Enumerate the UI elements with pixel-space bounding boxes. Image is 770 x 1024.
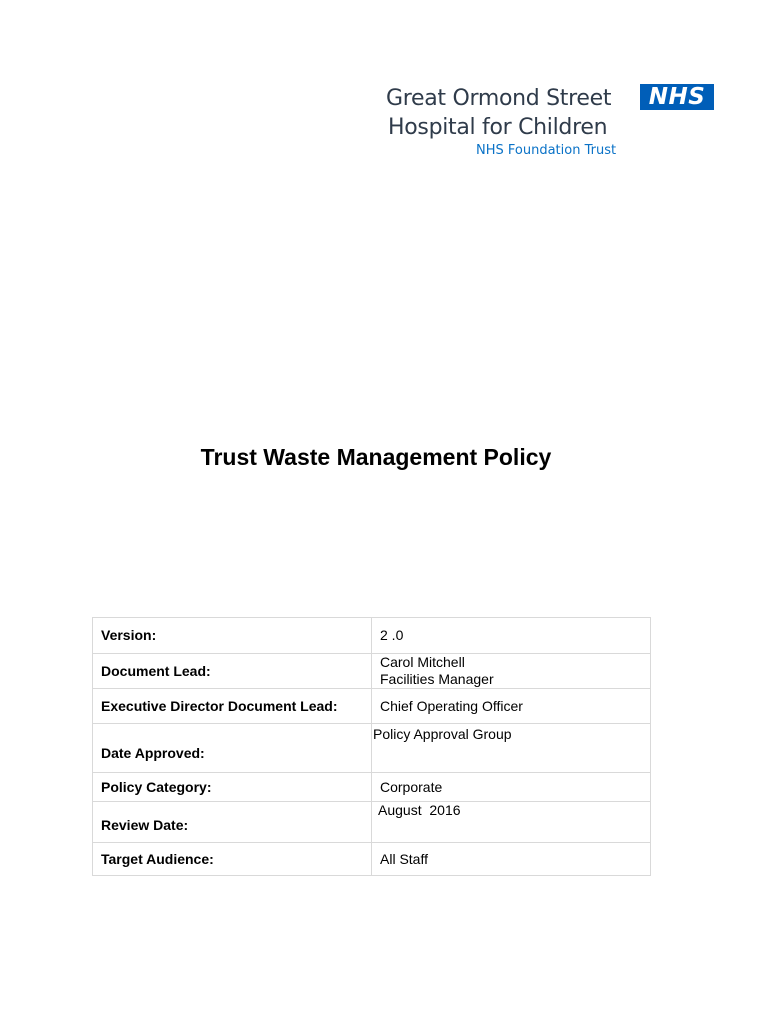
row-value [372, 618, 651, 654]
row-value-line: August 2016 [378, 802, 461, 818]
row-value-line: All Staff [380, 850, 428, 867]
table-row [93, 843, 651, 876]
row-value [372, 773, 651, 802]
logo-line-1: Great Ormond Street [386, 86, 612, 111]
row-value-line: 2 .0 [380, 627, 404, 643]
row-value [372, 654, 651, 689]
row-value-line: Chief Operating Officer [380, 697, 523, 714]
table-row [93, 689, 651, 724]
document-title: Trust Waste Management Policy [200, 444, 552, 470]
row-label: Policy Category: [93, 773, 372, 802]
row-value-line: Corporate [380, 778, 443, 795]
row-label: Document Lead: [93, 654, 372, 689]
row-label: Version: [93, 618, 372, 654]
row-label: Date Approved: [93, 724, 372, 773]
logo-line-2: Hospital for Children [388, 115, 608, 140]
row-label: Target Audience: [93, 843, 372, 876]
row-value-line: Facilities Manager [380, 671, 494, 687]
row-label: Executive Director Document Lead: [93, 689, 372, 724]
row-value-line: Policy Approval Group [373, 726, 512, 742]
logo-line-3: NHS Foundation Trust [476, 143, 617, 158]
row-label: Review Date: [93, 802, 372, 843]
row-value [372, 843, 651, 876]
table-row [93, 724, 651, 773]
row-value-line: Carol Mitchell [380, 654, 465, 670]
row-value [372, 689, 651, 724]
document-info-table [92, 617, 651, 876]
table-row [93, 773, 651, 802]
trust-logo [386, 84, 716, 164]
table-row [93, 618, 651, 654]
row-value [372, 802, 651, 843]
table-row [93, 654, 651, 689]
table-row [93, 802, 651, 843]
nhs-logo-badge: NHS [640, 84, 714, 110]
row-value [372, 724, 651, 773]
